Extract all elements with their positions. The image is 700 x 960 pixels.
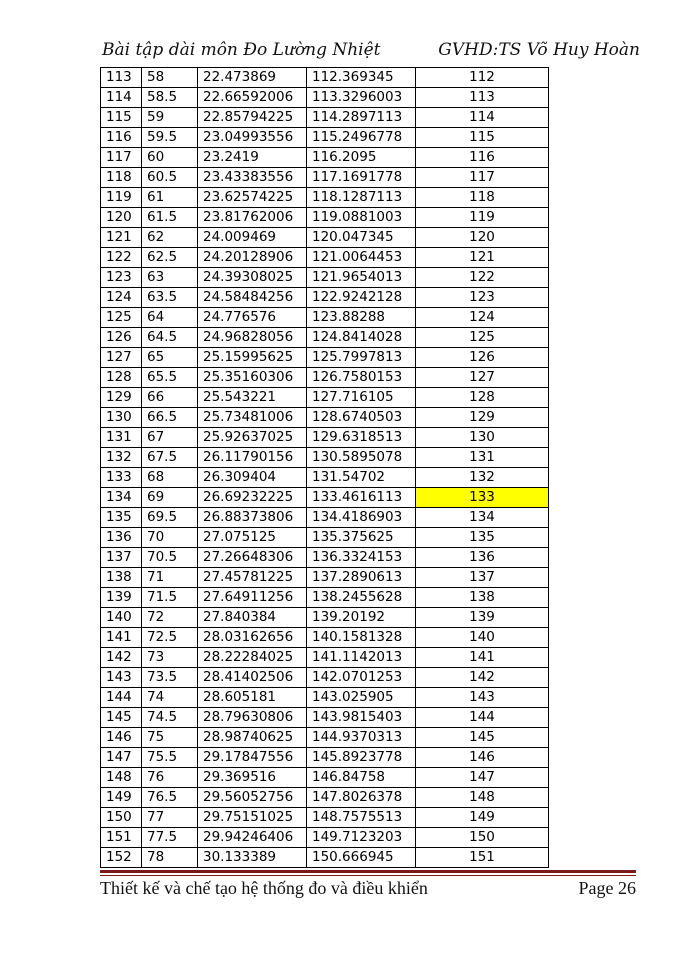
table-cell-col-1: 143 <box>101 668 142 688</box>
table-cell-col-3: 28.03162656 <box>198 628 307 648</box>
table-cell-col-3: 23.04993556 <box>198 128 307 148</box>
table-cell-col-1: 148 <box>101 768 142 788</box>
table-cell-col-5: 143 <box>416 688 549 708</box>
table-row <box>101 228 549 248</box>
table-cell-col-4: 147.8026378 <box>307 788 416 808</box>
table-cell-col-4: 121.9654013 <box>307 268 416 288</box>
table-cell-col-3: 28.605181 <box>198 688 307 708</box>
table-cell-col-2: 66.5 <box>142 408 198 428</box>
table-row <box>101 568 549 588</box>
table-row <box>101 208 549 228</box>
page-number: Page 26 <box>578 878 636 898</box>
table-cell-col-1: 125 <box>101 308 142 328</box>
table-cell-col-1: 146 <box>101 728 142 748</box>
table-row <box>101 768 549 788</box>
table-cell-col-5: 140 <box>416 628 549 648</box>
table-cell-col-5: 145 <box>416 728 549 748</box>
table-cell-col-5: 132 <box>416 468 549 488</box>
table-cell-col-2: 73 <box>142 648 198 668</box>
table-cell-col-4: 136.3324153 <box>307 548 416 568</box>
table-row <box>101 68 549 88</box>
footer-rule-thin <box>100 875 636 876</box>
table-cell-col-3: 25.35160306 <box>198 368 307 388</box>
table-cell-col-2: 59 <box>142 108 198 128</box>
table-cell-col-5: 148 <box>416 788 549 808</box>
table-cell-col-3: 25.92637025 <box>198 428 307 448</box>
table-cell-col-4: 141.1142013 <box>307 648 416 668</box>
table-cell-col-1: 115 <box>101 108 142 128</box>
table-cell-col-1: 127 <box>101 348 142 368</box>
table-cell-col-5: 114 <box>416 108 549 128</box>
table-cell-col-4: 137.2890613 <box>307 568 416 588</box>
table-cell-col-5: 147 <box>416 768 549 788</box>
table-cell-col-4: 116.2095 <box>307 148 416 168</box>
table-cell-col-1: 122 <box>101 248 142 268</box>
table-cell-col-5: 144 <box>416 708 549 728</box>
table-cell-col-2: 67 <box>142 428 198 448</box>
table-cell-col-3: 28.79630806 <box>198 708 307 728</box>
table-cell-col-5: 133 <box>416 488 549 508</box>
table-cell-col-2: 76.5 <box>142 788 198 808</box>
table-cell-col-3: 22.473869 <box>198 68 307 88</box>
table-cell-col-1: 137 <box>101 548 142 568</box>
table-cell-col-4: 112.369345 <box>307 68 416 88</box>
table-cell-col-2: 65.5 <box>142 368 198 388</box>
table-cell-col-3: 27.840384 <box>198 608 307 628</box>
table-cell-col-4: 150.666945 <box>307 848 416 868</box>
table-cell-col-3: 30.133389 <box>198 848 307 868</box>
data-table <box>100 67 549 868</box>
table-row <box>101 428 549 448</box>
table-cell-col-2: 77 <box>142 808 198 828</box>
table-cell-col-5: 119 <box>416 208 549 228</box>
table-cell-col-2: 64.5 <box>142 328 198 348</box>
table-cell-col-3: 24.20128906 <box>198 248 307 268</box>
table-row <box>101 368 549 388</box>
table-cell-col-4: 140.1581328 <box>307 628 416 648</box>
table-row <box>101 108 549 128</box>
table-cell-col-3: 24.96828056 <box>198 328 307 348</box>
table-cell-col-3: 23.62574225 <box>198 188 307 208</box>
table-cell-col-1: 134 <box>101 488 142 508</box>
table-cell-col-2: 60.5 <box>142 168 198 188</box>
table-cell-col-1: 113 <box>101 68 142 88</box>
table-cell-col-1: 129 <box>101 388 142 408</box>
table-cell-col-1: 124 <box>101 288 142 308</box>
table-row <box>101 728 549 748</box>
table-cell-col-1: 118 <box>101 168 142 188</box>
table-row <box>101 848 549 868</box>
table-cell-col-1: 132 <box>101 448 142 468</box>
table-cell-col-3: 27.45781225 <box>198 568 307 588</box>
table-cell-col-4: 144.9370313 <box>307 728 416 748</box>
table-row <box>101 328 549 348</box>
table-cell-col-2: 66 <box>142 388 198 408</box>
table-cell-col-3: 29.94246406 <box>198 828 307 848</box>
table-cell-col-3: 28.98740625 <box>198 728 307 748</box>
table-cell-col-5: 125 <box>416 328 549 348</box>
table-cell-col-3: 27.64911256 <box>198 588 307 608</box>
table-cell-col-3: 26.309404 <box>198 468 307 488</box>
table-cell-col-1: 142 <box>101 648 142 668</box>
table-cell-col-4: 139.20192 <box>307 608 416 628</box>
table-row <box>101 748 549 768</box>
table-cell-col-1: 130 <box>101 408 142 428</box>
table-cell-col-2: 62.5 <box>142 248 198 268</box>
table-cell-col-5: 129 <box>416 408 549 428</box>
table-cell-col-4: 122.9242128 <box>307 288 416 308</box>
table-cell-col-1: 147 <box>101 748 142 768</box>
table-cell-col-3: 25.15995625 <box>198 348 307 368</box>
table-cell-col-1: 151 <box>101 828 142 848</box>
table-row <box>101 648 549 668</box>
table-row <box>101 608 549 628</box>
table-cell-col-4: 126.7580153 <box>307 368 416 388</box>
table-cell-col-3: 22.85794225 <box>198 108 307 128</box>
table-cell-col-3: 23.81762006 <box>198 208 307 228</box>
table-cell-col-4: 129.6318513 <box>307 428 416 448</box>
table-cell-col-3: 29.75151025 <box>198 808 307 828</box>
table-cell-col-5: 150 <box>416 828 549 848</box>
table-cell-col-4: 120.047345 <box>307 228 416 248</box>
table-cell-col-3: 26.11790156 <box>198 448 307 468</box>
table-row <box>101 248 549 268</box>
table-cell-col-5: 131 <box>416 448 549 468</box>
table-cell-col-2: 74.5 <box>142 708 198 728</box>
table-cell-col-5: 130 <box>416 428 549 448</box>
table-row <box>101 508 549 528</box>
table-row <box>101 828 549 848</box>
table-cell-col-4: 146.84758 <box>307 768 416 788</box>
table-cell-col-5: 137 <box>416 568 549 588</box>
table-row <box>101 148 549 168</box>
table-cell-col-3: 29.17847556 <box>198 748 307 768</box>
table-row <box>101 488 549 508</box>
table-cell-col-2: 64 <box>142 308 198 328</box>
table-cell-col-5: 121 <box>416 248 549 268</box>
table-cell-col-2: 71 <box>142 568 198 588</box>
table-cell-col-3: 25.543221 <box>198 388 307 408</box>
table-row <box>101 808 549 828</box>
table-cell-col-5: 141 <box>416 648 549 668</box>
table-cell-col-5: 136 <box>416 548 549 568</box>
table-cell-col-5: 138 <box>416 588 549 608</box>
table-cell-col-5: 122 <box>416 268 549 288</box>
table-cell-col-3: 27.075125 <box>198 528 307 548</box>
table-cell-col-5: 128 <box>416 388 549 408</box>
table-cell-col-3: 26.69232225 <box>198 488 307 508</box>
table-row <box>101 348 549 368</box>
table-cell-col-1: 145 <box>101 708 142 728</box>
table-row <box>101 168 549 188</box>
table-cell-col-4: 143.025905 <box>307 688 416 708</box>
table-row <box>101 88 549 108</box>
table-cell-col-4: 134.4186903 <box>307 508 416 528</box>
table-cell-col-5: 117 <box>416 168 549 188</box>
table-cell-col-5: 126 <box>416 348 549 368</box>
table-cell-col-5: 149 <box>416 808 549 828</box>
table-cell-col-3: 22.66592006 <box>198 88 307 108</box>
header-instructor: GVHD:TS Võ Huy Hoàn <box>438 40 640 60</box>
table-cell-col-4: 127.716105 <box>307 388 416 408</box>
table-cell-col-2: 70 <box>142 528 198 548</box>
table-cell-col-2: 75 <box>142 728 198 748</box>
table-cell-col-4: 130.5895078 <box>307 448 416 468</box>
table-cell-col-1: 120 <box>101 208 142 228</box>
table-cell-col-3: 24.776576 <box>198 308 307 328</box>
table-row <box>101 708 549 728</box>
table-row <box>101 268 549 288</box>
table-row <box>101 788 549 808</box>
table-row <box>101 548 549 568</box>
data-table-body <box>101 68 549 868</box>
header-course-title: Bài tập dài môn Đo Lường Nhiệt <box>102 40 381 60</box>
table-cell-col-1: 138 <box>101 568 142 588</box>
table-row <box>101 468 549 488</box>
table-cell-col-4: 117.1691778 <box>307 168 416 188</box>
table-cell-col-4: 131.54702 <box>307 468 416 488</box>
table-cell-col-2: 76 <box>142 768 198 788</box>
table-cell-col-5: 134 <box>416 508 549 528</box>
table-cell-col-3: 29.369516 <box>198 768 307 788</box>
table-cell-col-4: 119.0881003 <box>307 208 416 228</box>
table-cell-col-2: 60 <box>142 148 198 168</box>
table-cell-col-1: 133 <box>101 468 142 488</box>
table-cell-col-2: 72 <box>142 608 198 628</box>
table-cell-col-1: 144 <box>101 688 142 708</box>
table-cell-col-1: 119 <box>101 188 142 208</box>
table-cell-col-1: 131 <box>101 428 142 448</box>
table-cell-col-5: 120 <box>416 228 549 248</box>
table-row <box>101 588 549 608</box>
table-cell-col-1: 116 <box>101 128 142 148</box>
table-cell-col-1: 114 <box>101 88 142 108</box>
table-cell-col-3: 28.41402506 <box>198 668 307 688</box>
table-cell-col-2: 73.5 <box>142 668 198 688</box>
table-cell-col-2: 63 <box>142 268 198 288</box>
table-row <box>101 528 549 548</box>
table-cell-col-1: 139 <box>101 588 142 608</box>
table-cell-col-4: 113.3296003 <box>307 88 416 108</box>
table-row <box>101 688 549 708</box>
table-cell-col-2: 62 <box>142 228 198 248</box>
table-cell-col-1: 140 <box>101 608 142 628</box>
table-cell-col-1: 117 <box>101 148 142 168</box>
table-cell-col-2: 69.5 <box>142 508 198 528</box>
table-cell-col-5: 139 <box>416 608 549 628</box>
table-cell-col-4: 118.1287113 <box>307 188 416 208</box>
table-cell-col-3: 24.009469 <box>198 228 307 248</box>
table-cell-col-1: 136 <box>101 528 142 548</box>
table-cell-col-1: 152 <box>101 848 142 868</box>
table-cell-col-1: 149 <box>101 788 142 808</box>
table-cell-col-4: 124.8414028 <box>307 328 416 348</box>
table-cell-col-4: 148.7575513 <box>307 808 416 828</box>
footer-rule-thick <box>100 870 636 873</box>
table-cell-col-1: 150 <box>101 808 142 828</box>
table-cell-col-1: 126 <box>101 328 142 348</box>
table-cell-col-3: 27.26648306 <box>198 548 307 568</box>
table-row <box>101 408 549 428</box>
table-cell-col-2: 75.5 <box>142 748 198 768</box>
table-cell-col-4: 138.2455628 <box>307 588 416 608</box>
table-cell-col-2: 58.5 <box>142 88 198 108</box>
table-cell-col-5: 124 <box>416 308 549 328</box>
table-cell-col-2: 67.5 <box>142 448 198 468</box>
table-cell-col-3: 24.39308025 <box>198 268 307 288</box>
table-row <box>101 308 549 328</box>
table-row <box>101 628 549 648</box>
table-cell-col-4: 128.6740503 <box>307 408 416 428</box>
table-cell-col-2: 72.5 <box>142 628 198 648</box>
table-cell-col-2: 59.5 <box>142 128 198 148</box>
table-cell-col-4: 143.9815403 <box>307 708 416 728</box>
table-cell-col-2: 58 <box>142 68 198 88</box>
footer-project-title: Thiết kế và chế tạo hệ thống đo và điều khiển <box>100 878 428 898</box>
table-cell-col-5: 135 <box>416 528 549 548</box>
table-cell-col-2: 70.5 <box>142 548 198 568</box>
table-cell-col-3: 23.43383556 <box>198 168 307 188</box>
table-cell-col-1: 123 <box>101 268 142 288</box>
table-cell-col-4: 121.0064453 <box>307 248 416 268</box>
table-cell-col-5: 116 <box>416 148 549 168</box>
table-cell-col-1: 141 <box>101 628 142 648</box>
table-cell-col-2: 71.5 <box>142 588 198 608</box>
table-cell-col-3: 28.22284025 <box>198 648 307 668</box>
table-row <box>101 388 549 408</box>
table-row <box>101 128 549 148</box>
table-cell-col-4: 133.4616113 <box>307 488 416 508</box>
table-cell-col-4: 115.2496778 <box>307 128 416 148</box>
table-cell-col-5: 123 <box>416 288 549 308</box>
table-row <box>101 448 549 468</box>
table-cell-col-4: 145.8923778 <box>307 748 416 768</box>
table-cell-col-4: 125.7997813 <box>307 348 416 368</box>
table-cell-col-5: 115 <box>416 128 549 148</box>
table-cell-col-2: 61.5 <box>142 208 198 228</box>
table-cell-col-4: 123.88288 <box>307 308 416 328</box>
table-cell-col-5: 146 <box>416 748 549 768</box>
table-cell-col-4: 114.2897113 <box>307 108 416 128</box>
table-cell-col-5: 113 <box>416 88 549 108</box>
table-cell-col-5: 118 <box>416 188 549 208</box>
table-cell-col-2: 63.5 <box>142 288 198 308</box>
table-cell-col-5: 127 <box>416 368 549 388</box>
table-cell-col-3: 23.2419 <box>198 148 307 168</box>
table-cell-col-2: 61 <box>142 188 198 208</box>
table-cell-col-2: 77.5 <box>142 828 198 848</box>
table-cell-col-5: 142 <box>416 668 549 688</box>
table-cell-col-2: 69 <box>142 488 198 508</box>
table-cell-col-3: 26.88373806 <box>198 508 307 528</box>
table-row <box>101 188 549 208</box>
table-cell-col-1: 135 <box>101 508 142 528</box>
table-cell-col-2: 74 <box>142 688 198 708</box>
table-cell-col-5: 112 <box>416 68 549 88</box>
table-row <box>101 668 549 688</box>
table-cell-col-3: 24.58484256 <box>198 288 307 308</box>
table-cell-col-2: 68 <box>142 468 198 488</box>
table-cell-col-4: 149.7123203 <box>307 828 416 848</box>
table-row <box>101 288 549 308</box>
page-header <box>100 40 640 66</box>
table-cell-col-3: 29.56052756 <box>198 788 307 808</box>
table-cell-col-2: 78 <box>142 848 198 868</box>
table-cell-col-1: 121 <box>101 228 142 248</box>
table-cell-col-3: 25.73481006 <box>198 408 307 428</box>
table-cell-col-4: 135.375625 <box>307 528 416 548</box>
table-cell-col-1: 128 <box>101 368 142 388</box>
table-cell-col-5: 151 <box>416 848 549 868</box>
table-cell-col-2: 65 <box>142 348 198 368</box>
table-cell-col-4: 142.0701253 <box>307 668 416 688</box>
